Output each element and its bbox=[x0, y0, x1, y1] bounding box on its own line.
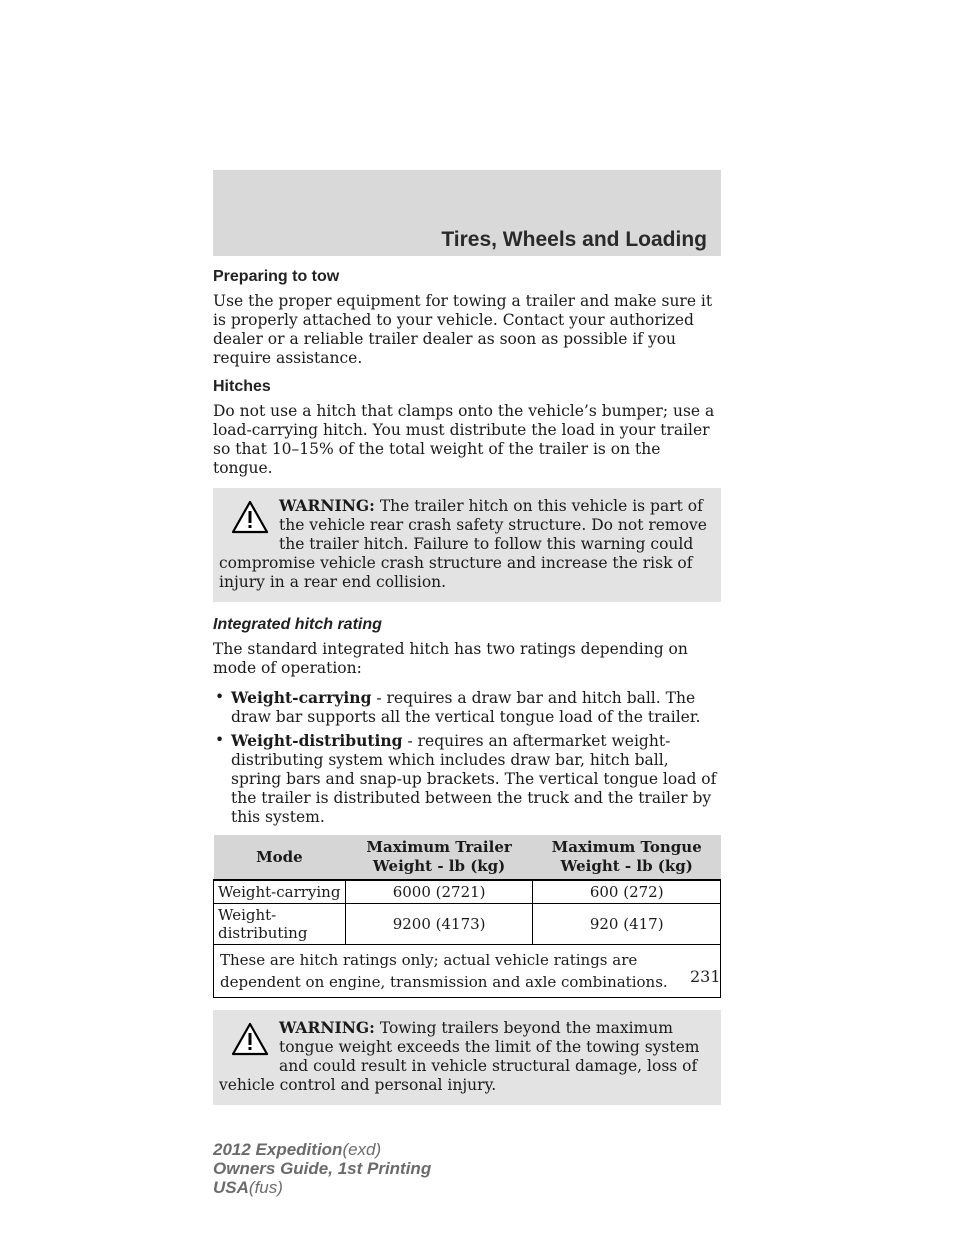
footer-market-code: (fus) bbox=[248, 1178, 283, 1197]
footer-line-2: Owners Guide, 1st Printing bbox=[213, 1159, 432, 1178]
column-header-tongue-weight: Maximum Tongue Weight - lb (kg) bbox=[533, 835, 721, 880]
table-note: These are hitch ratings only; actual vehicle ratings are dependent on engine, transmission and axle combinations. bbox=[214, 945, 721, 998]
section-header-band bbox=[213, 170, 721, 256]
footer-line-3 bbox=[213, 1178, 431, 1197]
footer-line-1 bbox=[213, 1140, 431, 1159]
section-title: Tires, Wheels and Loading bbox=[441, 228, 707, 251]
hitch-mode-list bbox=[213, 688, 721, 827]
warning-label: WARNING: bbox=[279, 1018, 375, 1037]
table-cell: 920 (417) bbox=[533, 904, 721, 945]
table-cell: 600 (272) bbox=[533, 880, 721, 904]
table-cell: Weight-carrying bbox=[214, 880, 346, 904]
paragraph-hitches: Do not use a hitch that clamps onto the vehicle’s bumper; use a load-carrying hitch. You must distribute the load in your trailer so that 10–15% of the total weight of the trailer is on the tongue. bbox=[213, 402, 715, 477]
footer-model: 2012 Expedition bbox=[213, 1140, 343, 1159]
bullet-term: Weight-carrying bbox=[231, 688, 372, 707]
hitch-ratings-table bbox=[213, 835, 721, 998]
table-note-row bbox=[214, 945, 721, 998]
list-item bbox=[213, 688, 721, 727]
table-cell: Weight-distributing bbox=[214, 904, 346, 945]
heading-hitches: Hitches bbox=[213, 378, 271, 395]
page-content bbox=[213, 262, 721, 1119]
bullet-icon: • bbox=[215, 731, 225, 749]
paragraph-preparing-to-tow: Use the proper equipment for towing a trailer and make sure it is properly attached to your vehicle. Contact your authorized dealer or a reliable trailer dealer as soon as possible if you require assistance. bbox=[213, 292, 713, 367]
heading-preparing-to-tow: Preparing to tow bbox=[213, 268, 340, 285]
page-number: 231 bbox=[690, 967, 721, 986]
warning-box-hitch bbox=[213, 488, 721, 602]
bullet-icon: • bbox=[215, 688, 225, 706]
table-header-row bbox=[214, 835, 721, 880]
table-cell: 9200 (4173) bbox=[345, 904, 533, 945]
warning-triangle-icon bbox=[231, 1022, 269, 1056]
footer-model-code: (exd) bbox=[342, 1140, 382, 1159]
list-item bbox=[213, 731, 721, 827]
table-row bbox=[214, 880, 721, 904]
warning-text: The trailer hitch on this vehicle is part of the vehicle rear crash safety structure. Do not remove the trailer hitch. Failure to follow this warning could compromise vehicle crash structure and increase the risk of injury in a rear end collision. bbox=[219, 497, 707, 591]
heading-integrated-hitch-rating: Integrated hitch rating bbox=[213, 616, 382, 633]
footer-market: USA bbox=[213, 1178, 249, 1197]
warning-box-tongue-weight bbox=[213, 1010, 721, 1105]
table-row bbox=[214, 904, 721, 945]
table-cell: 6000 (2721) bbox=[345, 880, 533, 904]
bullet-term: Weight-distributing bbox=[231, 731, 403, 750]
bullet-text: - requires a draw bar and hitch ball. The draw bar supports all the vertical tongue load of the trailer. bbox=[231, 689, 701, 726]
footer-print-info bbox=[213, 1140, 431, 1197]
column-header-mode: Mode bbox=[214, 835, 346, 880]
column-header-trailer-weight: Maximum Trailer Weight - lb (kg) bbox=[345, 835, 533, 880]
warning-triangle-icon bbox=[231, 500, 269, 534]
warning-text: Towing trailers beyond the maximum tongue weight exceeds the limit of the towing system and could result in vehicle structural damage, loss of vehicle control and personal injury. bbox=[219, 1019, 700, 1094]
warning-label: WARNING: bbox=[279, 496, 375, 515]
bullet-text: - requires an aftermarket weight-distributing system which includes draw bar, hitch ball, spring bars and snap-up brackets. The vertical tongue load of the trailer is distributed between the truck and the trailer by this system. bbox=[231, 732, 717, 826]
paragraph-integrated-hitch: The standard integrated hitch has two ratings depending on mode of operation: bbox=[213, 640, 688, 677]
